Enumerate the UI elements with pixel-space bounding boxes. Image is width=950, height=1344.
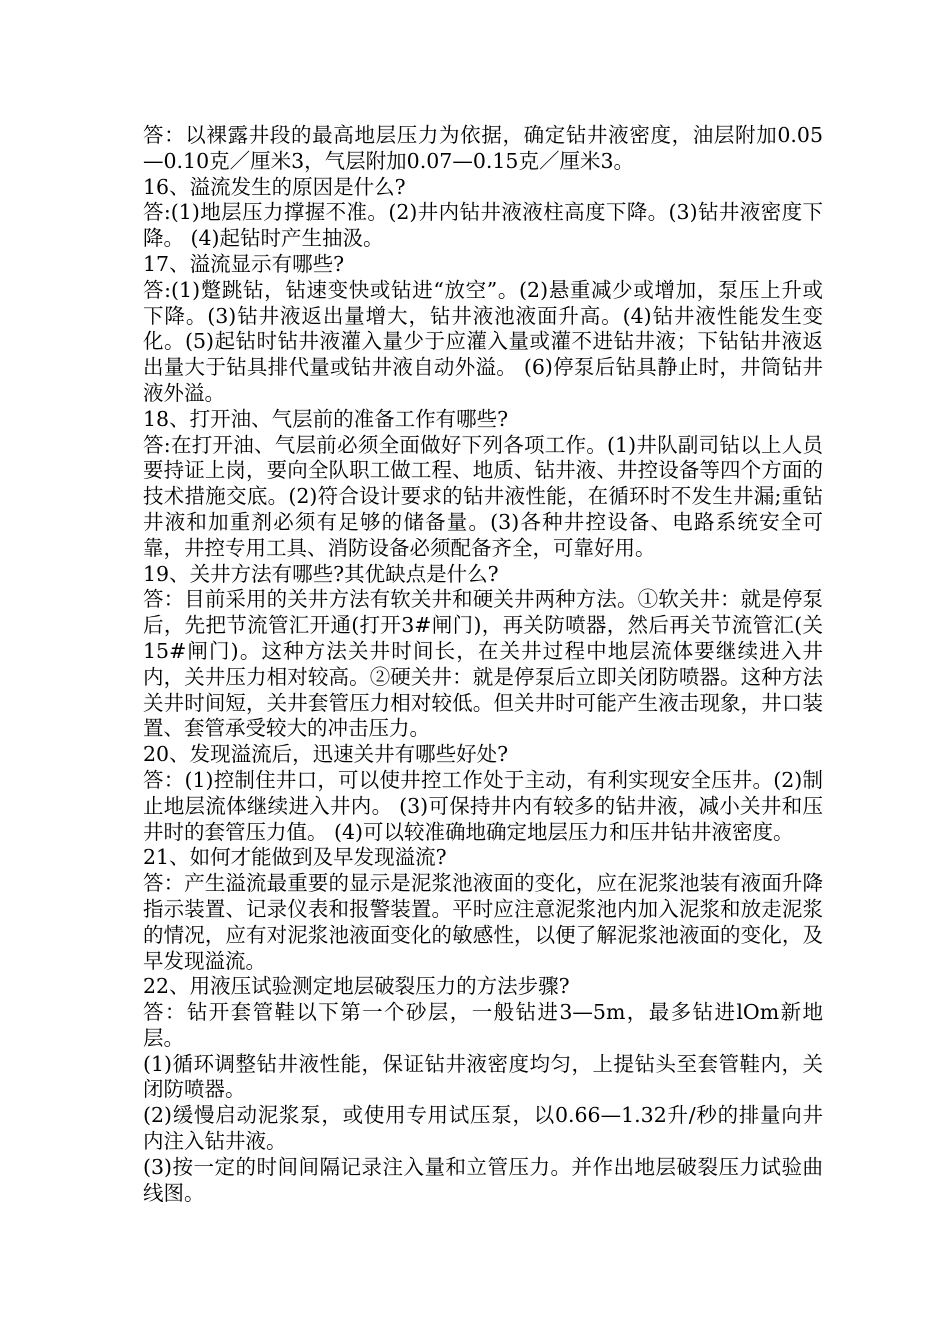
answer-paragraph: 答:在打开油、气层前必须全面做好下列各项工作。(1)井队副司钻以上人员要持证上岗，要向全队职工做工程、地质、钻井液、井控设备等四个方面的技术措施交底。(2)符合设计要求的钻井液性能，在循环时不发生井漏;重钻井液和加重剂必须有足够的储备量。(3)各种井控设备、电路系统安全可靠，井控专用工具、消防设备必须配备齐全，可靠好用。 [143, 432, 823, 560]
answer-paragraph: 答:(1)蹩跳钻，钻速变快或钻进“放空”。(2)悬重减少或增加，泵压上升或下降。(3)钻井液返出量增大，钻井液池液面升高。(4)钻井液性能发生变化。(5)起钻时钻井液灌入量少于应灌入量或灌不进钻井液；下钻钻井液返出量大于钻具排代量或钻井液自动外溢。 (6)停泵后钻具静止时，井筒钻井液外溢。 [143, 277, 823, 405]
question-heading: 17、溢流显示有哪些? [143, 251, 345, 276]
document-page [143, 123, 823, 1206]
question-heading: 22、用液压试验测定地层破裂压力的方法步骤? [143, 974, 570, 999]
question-heading: 16、溢流发生的原因是什么? [143, 174, 406, 199]
step-paragraph: (1)循环调整钻井液性能，保证钻井液密度均匀，上提钻头至套管鞋内，关闭防喷器。 [143, 1051, 823, 1102]
answer-paragraph: 答:(1)地层压力撑握不准。(2)井内钻井液液柱高度下降。(3)钻井液密度下降。 (4)起钻时产生抽汲。 [143, 200, 823, 251]
question-heading: 21、如何才能做到及早发现溢流? [143, 845, 447, 870]
question-heading: 19、关井方法有哪些?其优缺点是什么? [143, 561, 499, 586]
answer-paragraph: 答：产生溢流最重要的显示是泥浆池液面的变化，应在泥浆池装有液面升降指示装置、记录仪表和报警装置。平时应注意泥浆池内加入泥浆和放走泥浆的情况，应有对泥浆池液面变化的敏感性，以便了解泥浆池液面的变化，及早发现溢流。 [143, 871, 823, 973]
answer-paragraph: 答：(1)控制住井口，可以使井控工作处于主动，有利实现安全压井。(2)制止地层流体继续进入井内。 (3)可保持井内有较多的钻井液，减小关井和压井时的套管压力值。 (4)可以较准确地确定地层压力和压井钻井液密度。 [143, 767, 823, 844]
answer-paragraph: 答：钻开套管鞋以下第一个砂层，一般钻进3—5m，最多钻进lOm新地层。 [143, 1000, 823, 1050]
answer-paragraph: 答：以裸露井段的最高地层压力为依据，确定钻井液密度，油层附加0.05—0.10克／厘米3，气层附加0.07—0.15克／厘米3。 [143, 123, 823, 173]
question-heading: 20、发现溢流后，迅速关井有哪些好处? [143, 742, 509, 767]
step-paragraph: (3)按一定的时间间隔记录注入量和立管压力。并作出地层破裂压力试验曲线图。 [143, 1154, 823, 1205]
step-paragraph: (2)缓慢启动泥浆泵，或使用专用试压泵，以0.66—1.32升/秒的排量向井内注入钻井液。 [143, 1103, 823, 1154]
answer-paragraph: 答：目前采用的关井方法有软关井和硬关井两种方法。①软关井：就是停泵后，先把节流管汇开通(打开3#闸门)，再关防喷器，然后再关节流管汇(关15#闸门)。这种方法关井时间长，在关井过程中地层流体要继续进入井内，关井压力相对较高。②硬关井：就是停泵后立即关闭防喷器。这种方法关井时间短，关井套管压力相对较低。但关井时可能产生液击现象，井口装置、套管承受较大的冲击压力。 [143, 587, 823, 741]
question-heading: 18、打开油、气层前的准备工作有哪些? [143, 406, 509, 431]
